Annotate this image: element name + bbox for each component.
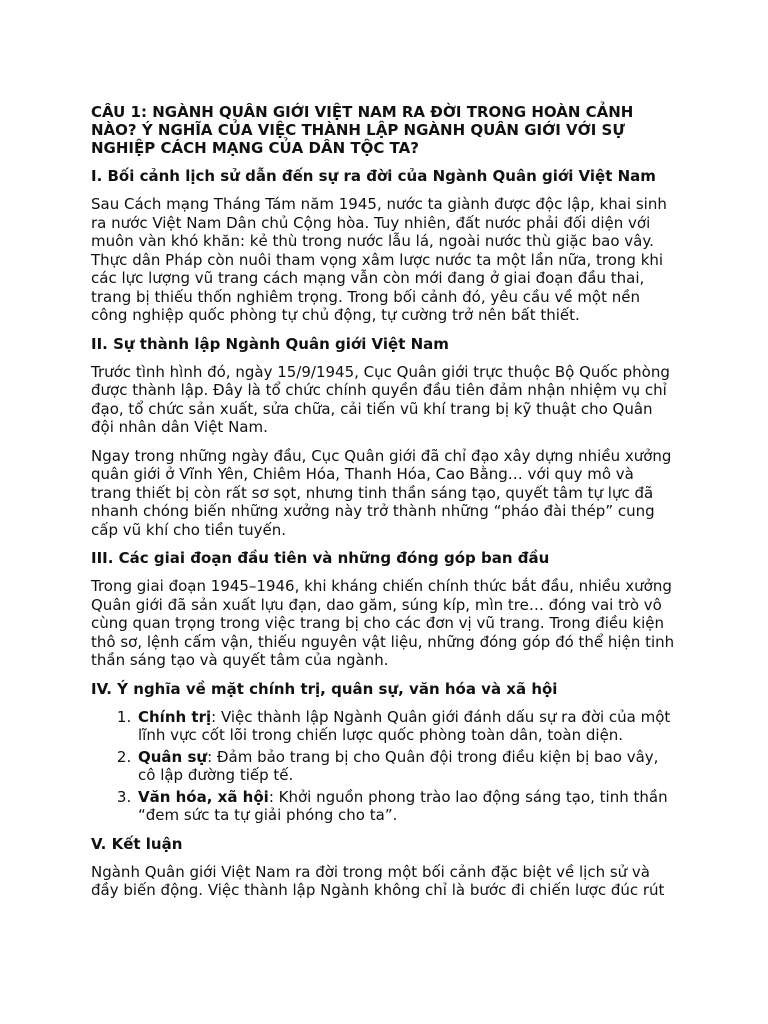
- section-heading-2: II. Sự thành lập Ngành Quân giới Việt Nam: [91, 334, 449, 353]
- section-2-paragraph-1: Trước tình hình đó, ngày 15/9/1945, Cục Quân giới trực thuộc Bộ Quốc phòng được thành lập. Đây là tổ chức chính quyền đầu tiên đảm nhận nhiệm vụ chỉ đạo, tổ chức sản xuất, sửa chữa, cải tiến vũ khí trang bị kỹ thuật cho Quân đội nhân dân Việt Nam.: [91, 362, 670, 436]
- document-title: CÂU 1: NGÀNH QUÂN GIỚI VIỆT NAM RA ĐỜI TRONG HOÀN CẢNH NÀO? Ý NGHĨA CỦA VIỆC THÀNH LẬP NGÀNH QUÂN GIỚI VỚI SỰ NGHIỆP CÁCH MẠNG CỦA DÂN TỘC TA?: [91, 103, 634, 157]
- list-item-term: Quân sự: [138, 747, 208, 766]
- section-heading-4: IV. Ý nghĩa về mặt chính trị, quân sự, văn hóa và xã hội: [91, 679, 558, 698]
- list-item-political: [136, 708, 678, 745]
- list-item-text: : Khởi nguồn phong trào lao động sáng tạo, tinh thần “đem sức ta tự giải phóng cho ta”.: [138, 787, 668, 824]
- list-item-term: Văn hóa, xã hội: [138, 787, 269, 806]
- list-item-text: : Đảm bảo trang bị cho Quân đội trong điều kiện bị bao vây, cô lập đường tiếp tế.: [138, 747, 659, 784]
- list-item-culture-society: [136, 788, 678, 825]
- section-5-paragraph-1: Ngành Quân giới Việt Nam ra đời trong một bối cảnh đặc biệt về lịch sử và đầy biến động. Việc thành lập Ngành không chỉ là bước đi chiến lược đúc rút: [91, 862, 665, 899]
- list-item-text: : Việc thành lập Ngành Quân giới đánh dấu sự ra đời của một lĩnh vực cốt lõi trong chiến lược quốc phòng toàn dân, toàn diện.: [138, 707, 671, 744]
- significance-list: [91, 708, 678, 825]
- list-item-term: Chính trị: [138, 707, 212, 726]
- section-2-paragraph-2: Ngay trong những ngày đầu, Cục Quân giới đã chỉ đạo xây dựng nhiều xưởng quân giới ở Vĩnh Yên, Chiêm Hóa, Thanh Hóa, Cao Bằng… với quy mô và trang thiết bị còn rất sơ sọt, nhưng tinh thần sáng tạo, quyết tâm tự lực đã nhanh chóng biến những xưởng này trở thành những “pháo đài thép” cung cấp vũ khí cho tiền tuyến.: [91, 446, 672, 539]
- section-heading-5: V. Kết luận: [91, 834, 183, 853]
- section-heading-1: I. Bối cảnh lịch sử dẫn đến sự ra đời của Ngành Quân giới Việt Nam: [91, 167, 656, 185]
- section-3-paragraph-1: Trong giai đoạn 1945–1946, khi kháng chiến chính thức bắt đầu, nhiều xưởng Quân giới đã sản xuất lựu đạn, dao găm, súng kíp, mìn tre… đóng vai trò vô cùng quan trọng trong việc trang bị cho các đơn vị vũ trang. Trong điều kiện thô sơ, lệnh cấm vận, thiếu nguyên vật liệu, những đóng góp đó thể hiện tinh thần sáng tạo và quyết tâm của ngành.: [91, 577, 675, 669]
- section-1-paragraph-1: Sau Cách mạng Tháng Tám năm 1945, nước ta giành được độc lập, khai sinh ra nước Việt Nam Dân chủ Cộng hòa. Tuy nhiên, đất nước phải đối diện với muôn vàn khó khăn: kẻ thù trong nước lẫu lá, ngoài nước thù giặc bao vây. Thực dân Pháp còn nuôi tham vọng xâm lược nước ta một lần nữa, trong khi các lực lượng vũ trang cách mạng vẫn còn mới đang ở giai đoạn đầu thai, trang bị thiếu thốn nghiêm trọng. Trong bối cảnh đó, yêu cầu về một nền công nghiệp quốc phòng tự chủ động, tự cường trở nên bất thiết.: [91, 195, 667, 324]
- section-heading-3: III. Các giai đoạn đầu tiên và những đóng góp ban đầu: [91, 549, 550, 567]
- list-item-military: [136, 748, 678, 785]
